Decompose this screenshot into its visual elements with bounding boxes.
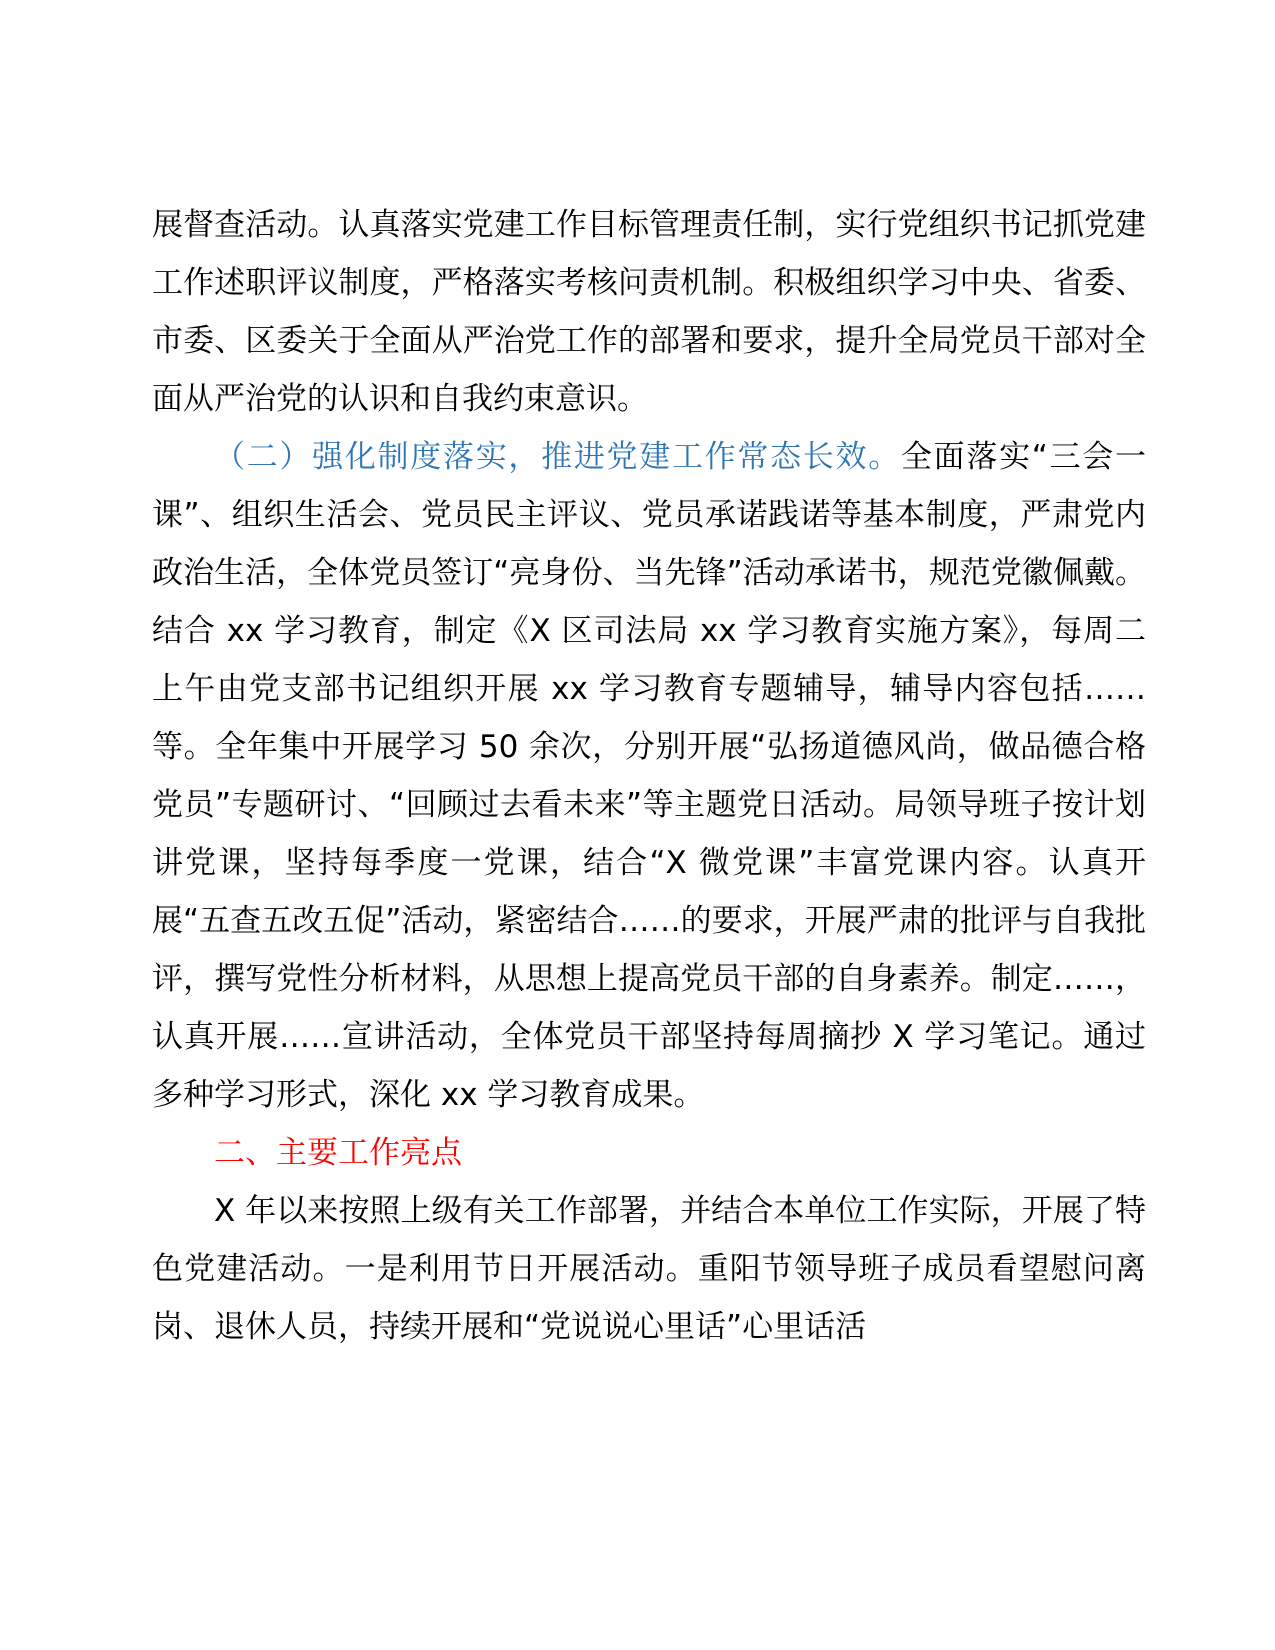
paragraph-continued: 展督查活动。认真落实党建工作目标管理责任制，实行党组织书记抓党建工作述职评议制度，严格落实考核问责机制。积极组织学习中央、省委、市委、区委关于全面从严治党工作的部署和要求，提升全局党员干部对全面从严治党的认识和自我约束意识。 bbox=[152, 207, 1146, 417]
paragraph-institution-body: 全面落实“三会一课”、组织生活会、党员民主评议、党员承诺践诺等基本制度，严肃党内政治生活，全体党员签订“亮身份、当先锋”活动承诺书，规范党徽佩戴。结合 xx 学习教育，制定《X 区司法局 xx 学习教育实施方案》，每周二上午由党支部书记组织开展 xx 学习教育专题辅导，辅导内容包括……等。全年集中开展学习 50 余次，分别开展“弘扬道德风尚，做品德合格党员”专题研讨、“回顾过去看未来”等主题党日活动。局领导班子按计划讲党课，坚持每季度一党课，结合“X 微党课”丰富党课内容。认真开展“五查五改五促”活动，紧密结合……的要求，开展严肃的批评与自我批评，撰写党性分析材料，从思想上提高党员干部的自身素养。制定……，认真开展……宣讲活动，全体党员干部坚持每周摘抄 X 学习笔记。通过多种学习形式，深化 xx 学习教育成果。 bbox=[152, 439, 1146, 1113]
subsection-heading: （二）强化制度落实，推进党建工作常态长效。 bbox=[214, 439, 901, 475]
paragraph-institution bbox=[152, 428, 1146, 1124]
document-body bbox=[152, 196, 1146, 1356]
paragraph-highlights: X 年以来按照上级有关工作部署，并结合本单位工作实际，开展了特色党建活动。一是利用节日开展活动。重阳节领导班子成员看望慰问离岗、退休人员，持续开展和“党说说心里话”心里话活 bbox=[152, 1193, 1146, 1345]
section-heading: 二、主要工作亮点 bbox=[214, 1135, 462, 1171]
